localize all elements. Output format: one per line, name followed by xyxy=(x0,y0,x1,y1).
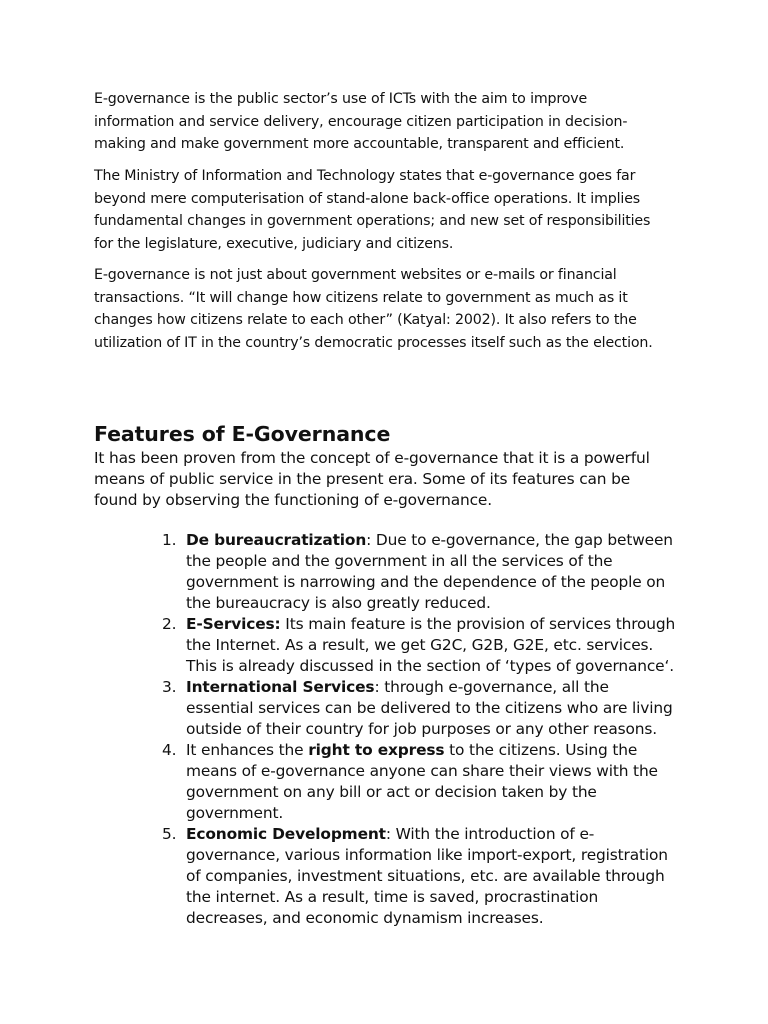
item-text: : Due to e-governance, the gap between the people and the government in all the services of the government is narrowing and the dependence of the people on the bureaucracy is also greatly reduced. xyxy=(186,531,673,612)
item-text: to the citizens. Using the means of e-governance anyone can share their views with the government on any bill or act or decision taken by the government. xyxy=(186,741,658,822)
item-bold-term: right to express xyxy=(308,741,445,759)
paragraph-scope: E-governance is not just about government websites or e-mails or financial transactions. “It will change how citizens relate to government as much as it changes how citizens relate to each other” (Katyal: 2002). It also refers to the utilization of IT in the country’s democratic processes itself such as the election. xyxy=(94,267,653,351)
paragraph-definition: E-governance is the public sector’s use of ICTs with the aim to improve information and service delivery, encourage citizen participation in decision-making and make government more accountable, transparent and efficient. xyxy=(94,91,628,152)
list-item xyxy=(150,824,680,929)
item-prefix: It enhances the xyxy=(186,741,309,759)
item-bold-term: E-Services: xyxy=(186,615,281,633)
section-heading: Features of E-Governance xyxy=(94,422,391,446)
item-text: Its main feature is the provision of services through the Internet. As a result, we get G2C, G2B, G2E, etc. services. This is already discussed in the section of ‘types of governance‘. xyxy=(186,615,676,675)
list-number: 1. xyxy=(162,531,177,549)
item-bold-term: International Services xyxy=(186,678,375,696)
section-intro: It has been proven from the concept of e-governance that it is a powerful means of public service in the present era. Some of its features can be found by observing the functioning of e-governance. xyxy=(94,449,650,509)
features-list xyxy=(150,530,680,929)
item-text: : through e-governance, all the essential services can be delivered to the citizens who are living outside of their country for job purposes or any other reasons. xyxy=(186,678,673,738)
item-text: : With the introduction of e-governance, various information like import-export, registration of companies, investment situations, etc. are available through the internet. As a result, time is saved, procrastination decreases, and economic dynamism increases. xyxy=(186,825,668,927)
list-item xyxy=(150,677,680,740)
item-bold-term: Economic Development xyxy=(186,825,386,843)
list-number: 3. xyxy=(162,678,177,696)
list-number: 5. xyxy=(162,825,177,843)
list-item xyxy=(150,740,680,824)
paragraph-ministry: The Ministry of Information and Technology states that e-governance goes far beyond mere computerisation of stand-alone back-office operations. It implies fundamental changes in government operations; and new set of responsibilities for the legislature, executive, judiciary and citizens. xyxy=(94,168,651,252)
list-number: 2. xyxy=(162,615,177,633)
list-item xyxy=(150,614,680,677)
list-number: 4. xyxy=(162,741,177,759)
list-item xyxy=(150,530,680,614)
item-bold-term: De bureaucratization xyxy=(186,531,367,549)
